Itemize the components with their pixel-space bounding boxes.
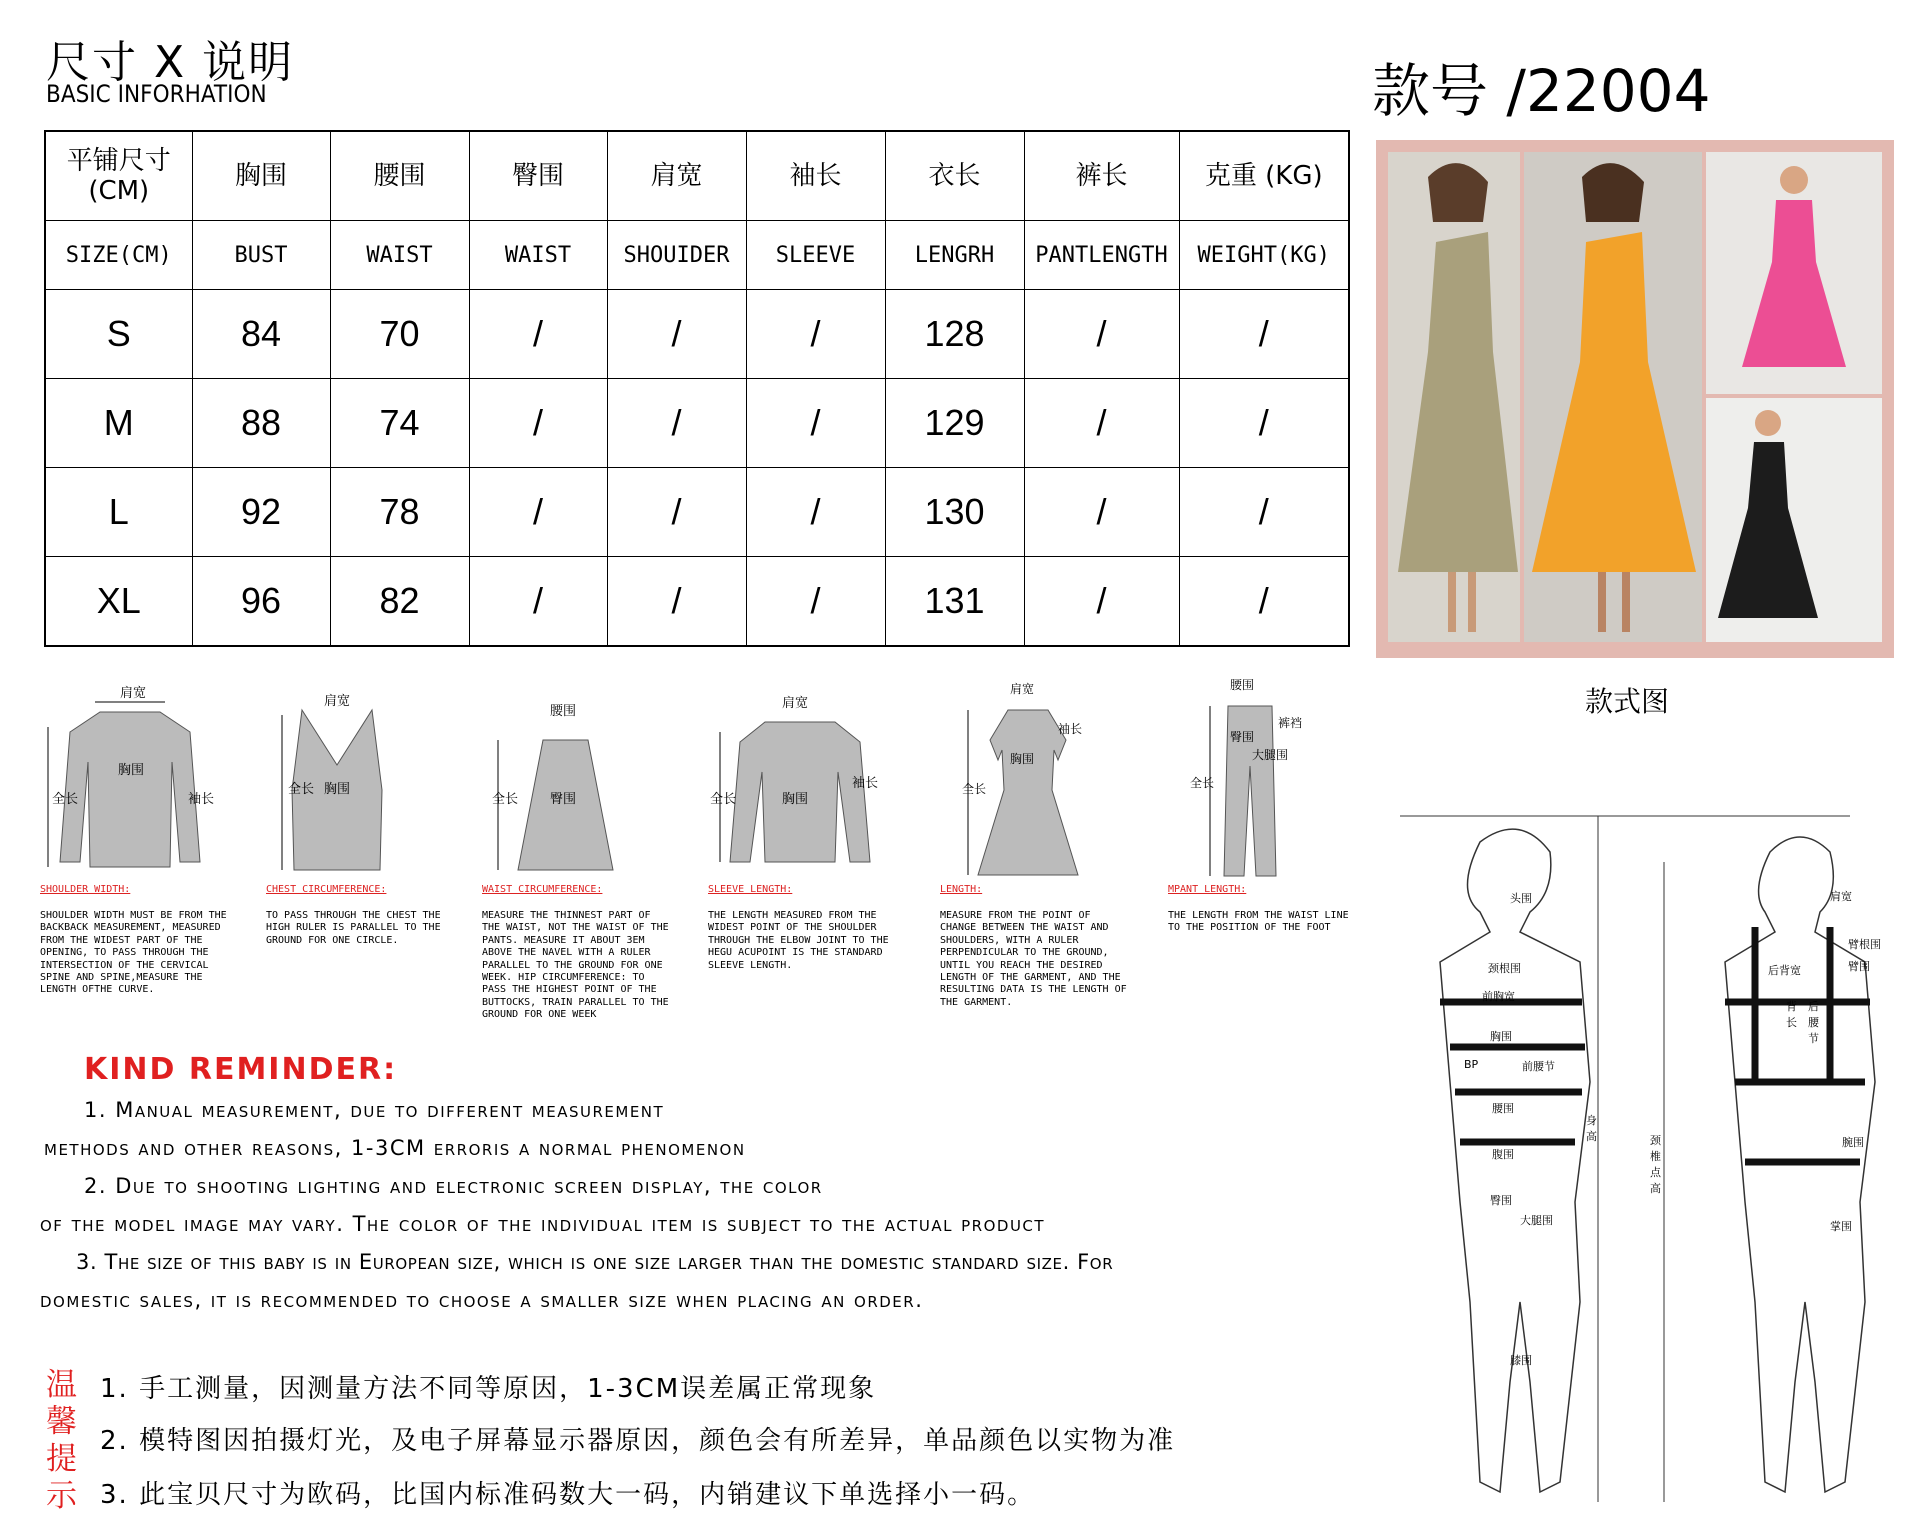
sketch-label: 肩宽	[1830, 890, 1852, 903]
diagram-label: 胸围	[782, 792, 809, 807]
table-row	[45, 557, 1349, 647]
table-cell: /	[1179, 290, 1349, 379]
sketch-label: 后背宽	[1768, 964, 1801, 977]
diagram-description: MEASURE FROM THE POINT OF CHANGE BETWEEN THE WAIST AND SHOULDERS, WITH A RULER PERPENDICULAR TO THE GROUND, UNTIL YOU REACH THE DESIRED LENGTH OF THE GARMENT, AND THE RESULTING DATA IS THE LENGTH OF THE GARMENT.	[940, 910, 1127, 1008]
header-cell: 腰围	[330, 131, 469, 221]
diagram-title: LENGTH:	[940, 884, 983, 895]
table-cell: L	[45, 468, 192, 557]
table-cell: 78	[330, 468, 469, 557]
header-cell: SLEEVE	[746, 221, 885, 290]
diagram-label: 裤裆	[1278, 716, 1303, 730]
sketch-label: 后腰节	[1808, 1000, 1819, 1045]
header-cell: WAIST	[469, 221, 607, 290]
table-cell: /	[607, 557, 746, 647]
diagram-title: CHEST CIRCUMFERENCE:	[266, 884, 387, 895]
diagram-label: 肩宽	[1010, 682, 1035, 696]
diagram-label: 腰围	[550, 704, 577, 719]
diagram-description: THE LENGTH MEASURED FROM THE WIDEST POINT OF THE SHOULDER THROUGH THE ELBOW JOINT TO THE HEGU ACUPOINT IS THE STANDARD SLEEVE LENGTH.	[708, 910, 889, 971]
diagram-label: 肩宽	[782, 696, 809, 711]
reminder-line: methods and other reasons, 1-3CM erroris a normal phenomenon	[44, 1136, 746, 1160]
sketch-label: 掌围	[1830, 1220, 1852, 1233]
table-cell: /	[746, 290, 885, 379]
header-cell: 裤长	[1024, 131, 1179, 221]
table-cell: XL	[45, 557, 192, 647]
header-cell: 臀围	[469, 131, 607, 221]
table-cell: 130	[885, 468, 1024, 557]
table-header-en	[45, 221, 1349, 290]
table-cell: 131	[885, 557, 1024, 647]
table-cell: /	[1024, 468, 1179, 557]
sketch-label: 臂根围	[1848, 938, 1881, 951]
diagram-title: SHOULDER WIDTH:	[40, 884, 131, 895]
diagram-label: 腰围	[1230, 678, 1255, 692]
diagram-description: SHOULDER WIDTH MUST BE FROM THE BACKBACK MEASUREMENT, MEASURED FROM THE WIDEST PART OF THE OPENING, TO PASS THROUGH THE INTERSECTION OF THE CERVICAL SPINE AND SPINE,MEASURE THE LENGTH OFTHE CURVE.	[40, 910, 227, 996]
diagram-jacket	[40, 682, 220, 882]
table-cell: /	[607, 290, 746, 379]
table-cell: 128	[885, 290, 1024, 379]
reminder-line: of the model image may vary. The color of the individual item is subject to the actual product	[40, 1212, 1046, 1236]
body-measurement-sketch	[1360, 782, 1900, 1522]
sketch-label: 前腰节	[1522, 1060, 1555, 1073]
sketch-label: 身高	[1586, 1114, 1597, 1143]
table-cell: 70	[330, 290, 469, 379]
table-cell: 82	[330, 557, 469, 647]
sketch-label: 大腿围	[1520, 1214, 1553, 1227]
header-cell: 胸围	[192, 131, 330, 221]
table-cell: 129	[885, 379, 1024, 468]
sketch-label: 腹围	[1492, 1148, 1514, 1161]
reminder-line: 3. The size of this baby is in European size, which is one size larger than the domestic standard size. For	[76, 1250, 1114, 1274]
diagram-camisole	[262, 690, 412, 880]
table-row	[45, 379, 1349, 468]
size-table	[44, 130, 1350, 647]
product-photos	[1376, 140, 1894, 658]
header-cell: 袖长	[746, 131, 885, 221]
diagram-label: 袖长	[852, 776, 879, 791]
diagram-dress	[958, 680, 1098, 880]
table-row	[45, 468, 1349, 557]
photo-orange-dress	[1524, 152, 1702, 642]
table-cell: /	[469, 468, 607, 557]
page-title-en: BASIC INFORHATION	[46, 80, 267, 108]
diagram-label: 胸围	[324, 782, 351, 797]
diagram-description: THE LENGTH FROM THE WAIST LINE TO THE POSITION OF THE FOOT	[1168, 910, 1349, 934]
table-cell: 74	[330, 379, 469, 468]
reminder-cn-line: 3. 此宝贝尺寸为欧码，比国内标准码数大一码，内销建议下单选择小一码。	[100, 1480, 1036, 1510]
sketch-label: 背长	[1786, 1000, 1797, 1029]
sketch-label: 腰围	[1492, 1102, 1514, 1115]
sketch-label: 前胸宽	[1482, 990, 1515, 1003]
diagram-description: MEASURE THE THINNEST PART OF THE WAIST, NOT THE WAIST OF THE PANTS. MEASURE IT ABOUT 3EM ABOVE THE NAVEL WITH A RULER PARALLEL TO THE GROUND FOR ONE WEEK. HIP CIRCUMFERENCE: TO PASS THE HIGHEST POINT OF THE BUTTOCKS, TRAIN PARALLEL TO THE GROUND FOR ONE WEEK	[482, 910, 669, 1021]
header-cell: SHOUIDER	[607, 221, 746, 290]
table-cell: /	[1024, 557, 1179, 647]
header-cell: 平铺尺寸 (CM)	[45, 131, 192, 221]
diagram-description: TO PASS THROUGH THE CHEST THE HIGH RULER IS PARALLEL TO THE GROUND FOR ONE CIRCLE.	[266, 910, 441, 946]
sketch-label: 颈根围	[1488, 962, 1521, 975]
diagram-label: 大腿围	[1252, 748, 1289, 762]
diagram-label: 袖长	[1058, 722, 1083, 736]
reminder-cn-line: 2. 模特图因拍摄灯光，及电子屏幕显示器原因，颜色会有所差异，单品颜色以实物为准	[100, 1426, 1176, 1456]
style-image-caption: 款式图	[1585, 685, 1670, 718]
table-cell: /	[469, 557, 607, 647]
sketch-label: BP	[1464, 1058, 1479, 1071]
table-cell: /	[746, 557, 885, 647]
table-cell: 88	[192, 379, 330, 468]
header-cell: 肩宽	[607, 131, 746, 221]
header-cell: LENGRH	[885, 221, 1024, 290]
table-row	[45, 290, 1349, 379]
sketch-label: 头围	[1510, 892, 1532, 905]
diagram-title: MPANT LENGTH:	[1168, 884, 1247, 895]
header-cell: WAIST	[330, 221, 469, 290]
table-cell: /	[1179, 379, 1349, 468]
diagram-skirt	[488, 700, 638, 880]
sketch-label: 胸围	[1490, 1030, 1512, 1043]
table-cell: /	[1179, 468, 1349, 557]
diagram-label: 全长	[288, 782, 315, 797]
table-cell: /	[746, 468, 885, 557]
diagram-label: 全长	[492, 792, 519, 807]
header-cell: SIZE(CM)	[45, 221, 192, 290]
diagram-label: 臀围	[1230, 730, 1255, 744]
table-cell: S	[45, 290, 192, 379]
sketch-label: 腕围	[1842, 1136, 1864, 1149]
style-number: 款号 /22004	[1372, 57, 1711, 125]
diagram-label: 肩宽	[120, 686, 147, 701]
diagram-title: SLEEVE LENGTH:	[708, 884, 793, 895]
diagram-label: 全长	[52, 792, 79, 807]
sketch-label: 颈椎点高	[1650, 1134, 1661, 1195]
table-cell: M	[45, 379, 192, 468]
table-cell: /	[469, 379, 607, 468]
diagram-label: 全长	[962, 782, 987, 796]
photo-khaki-dress	[1388, 152, 1520, 642]
table-cell: 84	[192, 290, 330, 379]
diagram-sweater	[710, 692, 890, 880]
table-cell: /	[1024, 379, 1179, 468]
header-cell: PANTLENGTH	[1024, 221, 1179, 290]
table-cell: /	[746, 379, 885, 468]
diagram-label: 胸围	[1010, 752, 1035, 766]
diagram-label: 肩宽	[324, 694, 351, 709]
table-cell: 96	[192, 557, 330, 647]
reminder-line: 2. Due to shooting lighting and electronic screen display, the color	[84, 1174, 823, 1198]
warm-tip-vertical: 温馨提示	[46, 1367, 77, 1514]
header-cell: WEIGHT(KG)	[1179, 221, 1349, 290]
diagram-title: WAIST CIRCUMFERENCE:	[482, 884, 603, 895]
table-cell: /	[1179, 557, 1349, 647]
table-cell: /	[1024, 290, 1179, 379]
diagram-pants	[1190, 676, 1310, 880]
table-cell: /	[607, 379, 746, 468]
table-cell: /	[469, 290, 607, 379]
diagram-label: 臀围	[550, 792, 577, 807]
photo-pink-dress	[1706, 152, 1882, 394]
sketch-label: 臀围	[1490, 1194, 1512, 1207]
diagram-label: 全长	[710, 792, 737, 807]
sketch-label: 臂围	[1848, 960, 1870, 973]
diagram-label: 全长	[1190, 776, 1215, 790]
reminder-line: 1. Manual measurement, due to different measurement	[84, 1098, 665, 1122]
header-cell: BUST	[192, 221, 330, 290]
diagram-label: 袖长	[188, 792, 215, 807]
table-cell: /	[607, 468, 746, 557]
page-title-cn: 尺寸 X 说明	[46, 37, 295, 88]
sketch-label: 膝围	[1510, 1354, 1532, 1367]
table-header-cn	[45, 131, 1349, 221]
reminder-line: domestic sales, it is recommended to choose a smaller size when placing an order.	[40, 1288, 924, 1312]
header-cell: 克重 (KG)	[1179, 131, 1349, 221]
photo-black-dress	[1706, 398, 1882, 642]
table-cell: 92	[192, 468, 330, 557]
header-cell: 衣长	[885, 131, 1024, 221]
reminder-cn-line: 1. 手工测量，因测量方法不同等原因，1-3CM误差属正常现象	[100, 1374, 877, 1404]
diagram-label: 胸围	[118, 763, 145, 778]
kind-reminder-title: KIND REMINDER:	[84, 1052, 398, 1087]
